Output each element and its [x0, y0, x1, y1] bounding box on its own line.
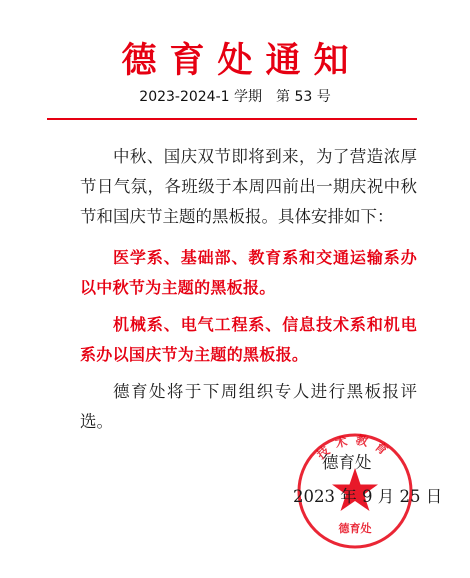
issue-number: 第 53 号 [276, 89, 331, 105]
seal-arc-text: 技术教育 [314, 432, 396, 463]
signature-date: 2023 年 9 月 25 日 [293, 487, 443, 506]
national-day-arrangement: 机械系、电气工程系、信息技术系和机电系办以国庆节为主题的黑板报。 [80, 315, 417, 364]
notice-title: 德育处通知 [121, 41, 362, 81]
signer-name: 德育处 [322, 453, 372, 472]
mid-autumn-arrangement: 医学系、基础部、教育系和交通运输系办以中秋节为主题的黑板报。 [80, 248, 417, 297]
header-divider [47, 118, 417, 120]
evaluation-paragraph: 德育处将于下周组织专人进行黑板报评选。 [80, 382, 417, 431]
term-label: 2023-2024-1 学期 [139, 89, 262, 105]
intro-paragraph: 中秋、国庆双节即将到来，为了营造浓厚节日气氛，各班级于本周四前出一期庆祝中秋节和国庆节主题的黑板报。具体安排如下： [80, 147, 417, 226]
document-number [0, 88, 470, 106]
seal-bottom-text: 德育处 [338, 522, 372, 535]
